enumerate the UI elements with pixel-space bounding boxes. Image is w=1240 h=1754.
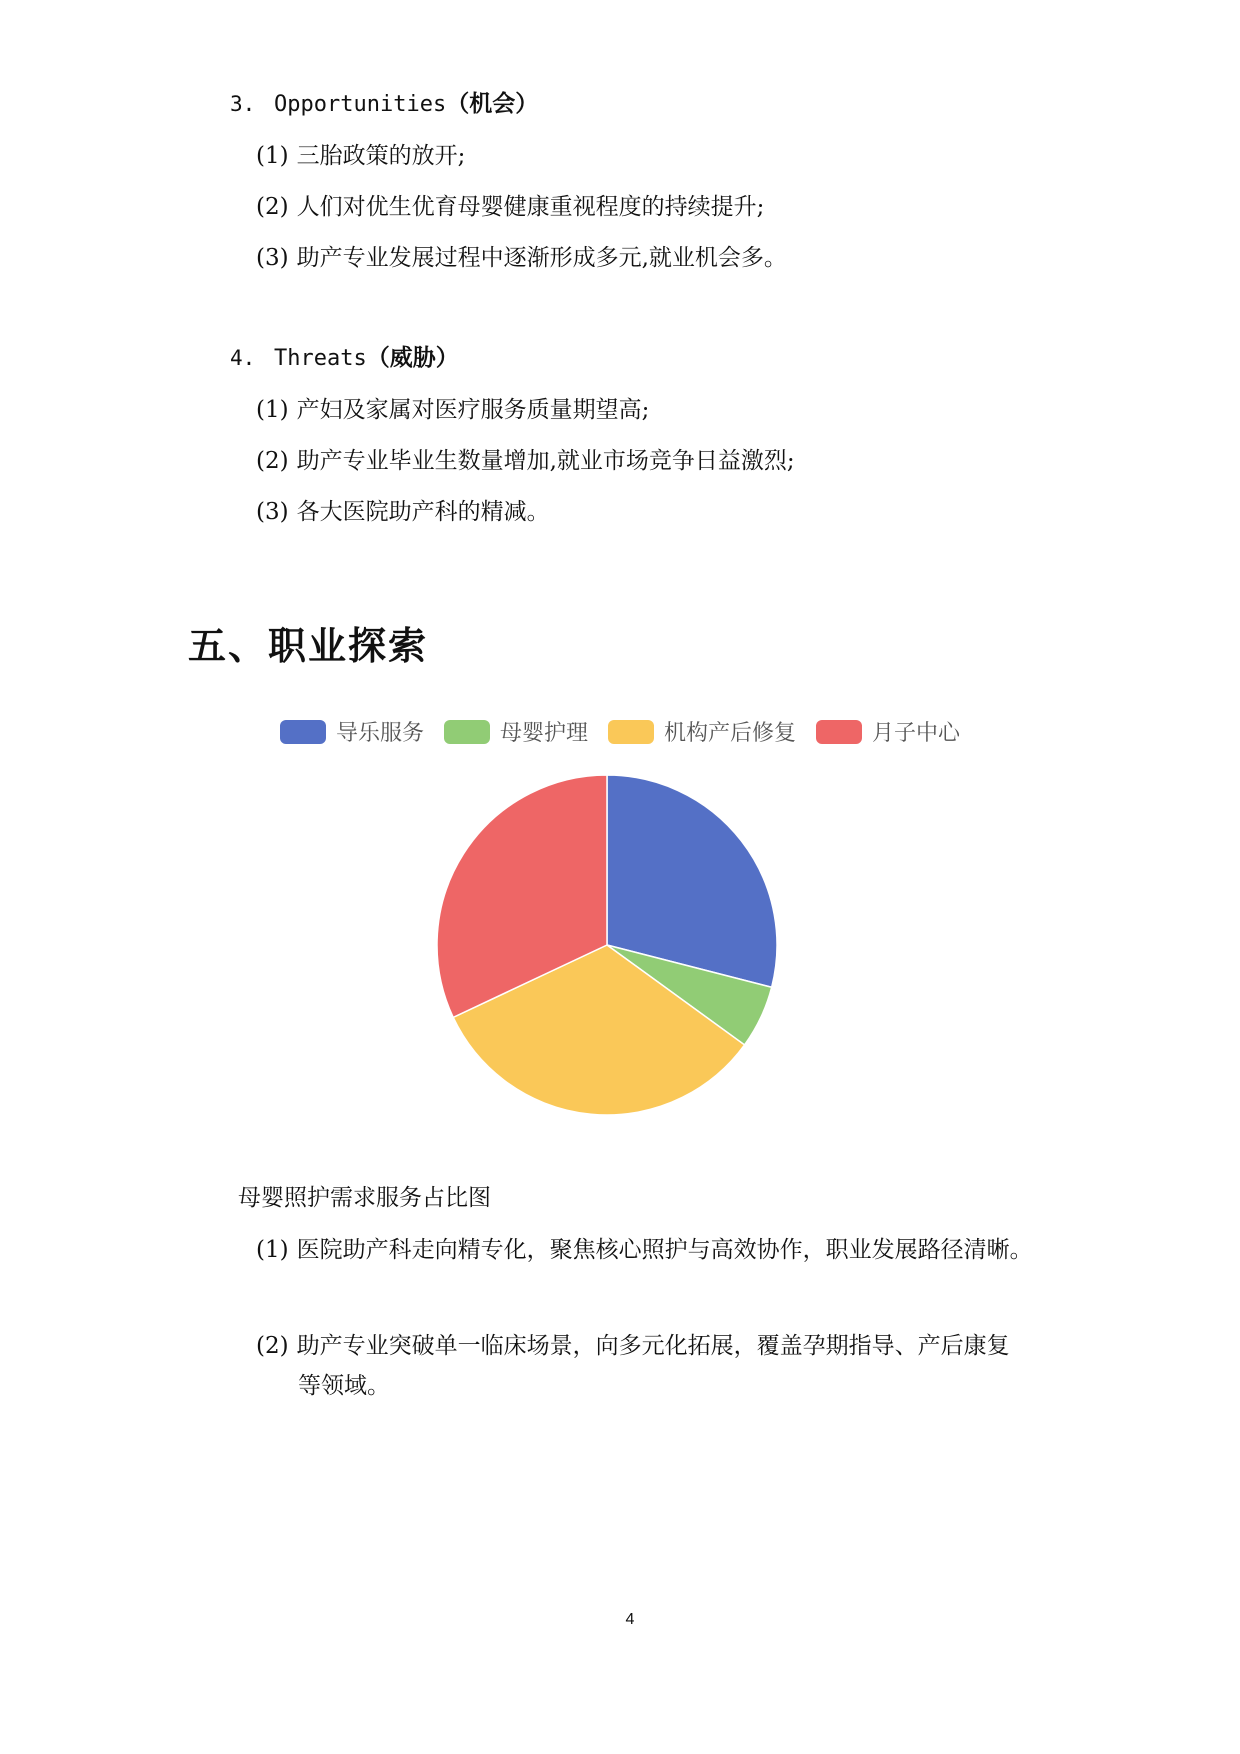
- section-heading: 五、职业探索: [188, 624, 429, 668]
- legend-swatch: [280, 720, 326, 744]
- item-number: (1): [256, 397, 289, 423]
- section-title-zh: （机会）: [446, 91, 539, 117]
- item-number: (1): [256, 1237, 289, 1263]
- legend-swatch: [444, 720, 490, 744]
- threats-heading: [230, 338, 459, 378]
- section-title-zh: （威胁）: [366, 345, 459, 371]
- item-text: 各大医院助产科的精减。: [296, 499, 550, 525]
- list-item: [256, 136, 465, 176]
- list-item: [256, 1326, 1116, 1406]
- opportunities-heading: [230, 84, 538, 124]
- list-item: [256, 238, 787, 278]
- section-title-en: Threats: [274, 346, 367, 371]
- item-text-continued: 等领域。: [298, 1373, 390, 1399]
- list-item: [256, 492, 550, 532]
- page-number: 4: [625, 1611, 635, 1628]
- item-number: (2): [256, 448, 289, 474]
- item-text: 三胎政策的放开;: [296, 143, 466, 169]
- item-text: 助产专业发展过程中逐渐形成多元,就业机会多。: [296, 245, 787, 271]
- section-number: 4.: [230, 346, 256, 370]
- item-number: (3): [256, 499, 289, 525]
- section-title-en: Opportunities: [274, 92, 447, 117]
- item-text: 人们对优生优育母婴健康重视程度的持续提升;: [296, 194, 765, 220]
- legend-swatch: [816, 720, 862, 744]
- legend-label: 月子中心: [872, 721, 961, 746]
- item-number: (2): [256, 1333, 289, 1359]
- item-text: 助产专业毕业生数量增加,就业市场竞争日益激烈;: [296, 448, 795, 474]
- item-number: (3): [256, 245, 289, 271]
- list-item: [256, 1230, 1033, 1270]
- legend-label: 导乐服务: [336, 721, 425, 746]
- item-number: (2): [256, 194, 289, 220]
- legend-label: 机构产后修复: [664, 721, 797, 746]
- legend-swatch: [608, 720, 654, 744]
- list-item: [256, 187, 764, 227]
- list-item: [256, 390, 649, 430]
- pie-chart: [240, 700, 1000, 1130]
- item-text: 医院助产科走向精专化，聚焦核心照护与高效协作，职业发展路径清晰。: [296, 1237, 1033, 1263]
- chart-legend: [280, 720, 961, 746]
- item-number: (1): [256, 143, 289, 169]
- item-text: 产妇及家属对医疗服务质量期望高;: [296, 397, 650, 423]
- item-text: 助产专业突破单一临床场景，向多元化拓展，覆盖孕期指导、产后康复: [296, 1333, 1010, 1359]
- pie-slices: [437, 775, 777, 1115]
- section-number: 3.: [230, 92, 256, 116]
- chart-caption: 母婴照护需求服务占比图: [238, 1185, 491, 1211]
- legend-label: 母婴护理: [500, 721, 589, 746]
- list-item: [256, 441, 795, 481]
